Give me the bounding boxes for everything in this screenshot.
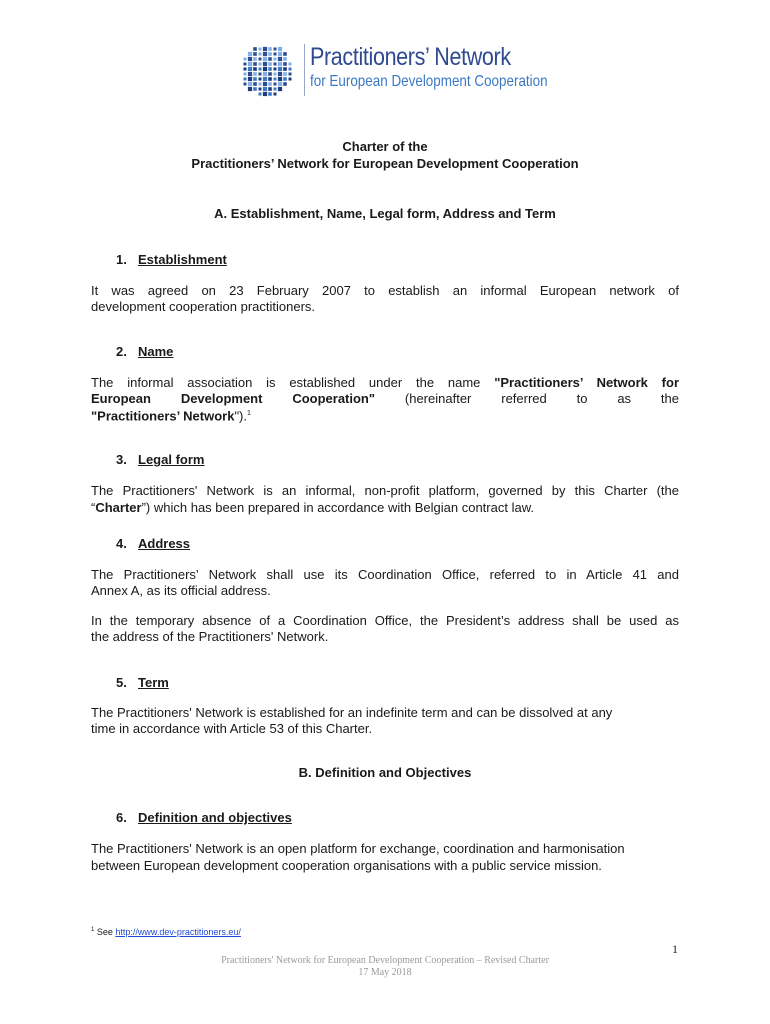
logo-name: Practitioners’ Network — [310, 43, 511, 71]
text-run: (hereinafter referred to as the — [375, 391, 679, 406]
article-number: 5. — [116, 675, 127, 690]
article-4-p1-line1: The Practitioners’ Network shall use its Coordination Office, referred to in Article 41 and — [91, 567, 679, 582]
bold-term: European Development Cooperation" — [91, 391, 376, 406]
article-title: Address — [138, 536, 191, 551]
logo-divider — [304, 44, 305, 96]
article-1-line2: development cooperation practitioners. — [91, 299, 316, 314]
article-number: 3. — [116, 452, 127, 467]
article-number: 4. — [116, 536, 127, 551]
article-title: Establishment — [138, 252, 227, 267]
footnote-link[interactable]: http://www.dev-practitioners.eu/ — [115, 927, 241, 937]
article-5-line2: time in accordance with Article 53 of this Charter. — [91, 721, 373, 736]
article-1-line1: It was agreed on 23 February 2007 to establish an informal European network of — [91, 283, 679, 298]
article-3-line2 — [91, 500, 679, 516]
network-logo — [236, 40, 548, 100]
article-5-line1: The Practitioners' Network is established for an indefinite term and can be dissolved at any — [91, 705, 613, 720]
globe-logo-icon — [236, 40, 296, 100]
article-title: Definition and objectives — [138, 810, 292, 825]
page-number: 1 — [672, 942, 678, 956]
article-4-p2-line1: In the temporary absence of a Coordination Office, the President’s address shall be used as — [91, 613, 679, 628]
bold-term: "Practitioners’ Network for — [494, 375, 680, 390]
footnote — [91, 927, 241, 937]
article-4-p1-line2: Annex A, as its official address. — [91, 583, 271, 598]
bold-term: Charter — [95, 500, 142, 515]
footnote-text: See — [94, 927, 116, 937]
article-6-line1: The Practitioners' Network is an open platform for exchange, coordination and harmonisation — [91, 841, 625, 856]
text-run: “ — [91, 500, 96, 515]
footer-line2: 17 May 2018 — [358, 967, 412, 978]
section-a-heading: A. Establishment, Name, Legal form, Address and Term — [214, 206, 556, 221]
article-6-line2: between European development cooperation organisations with a public service mission. — [91, 858, 602, 873]
article-3-line1: The Practitioners' Network is an informal, non-profit platform, governed by this Charter (the — [91, 483, 679, 498]
article-title: Legal form — [138, 452, 205, 467]
text-run: The informal association is established under the name — [91, 375, 495, 390]
article-number: 1. — [116, 252, 127, 267]
footnote-mark: 1 — [91, 927, 95, 933]
article-2-line1 — [91, 375, 679, 391]
document-title-line1: Charter of the — [342, 139, 428, 154]
bold-term: "Practitioners’ Network — [91, 408, 235, 424]
document-title-line2: Practitioners’ Network for European Development Cooperation — [191, 156, 579, 171]
text-run: "). — [234, 408, 247, 424]
article-4-p2-line2: the address of the Practitioners' Network. — [91, 629, 329, 644]
article-2-line3 — [91, 406, 679, 424]
article-number: 6. — [116, 810, 127, 825]
article-title: Name — [138, 344, 174, 359]
text-run: ”) which has been prepared in accordance with Belgian contract law. — [141, 500, 534, 515]
footnote-ref[interactable]: 1 — [247, 410, 251, 417]
footer-line1: Practitioners' Network for European Development Cooperation – Revised Charter — [221, 955, 549, 966]
article-title: Term — [138, 675, 169, 690]
section-b-heading: B. Definition and Objectives — [298, 765, 472, 780]
logo-subtitle: for European Development Cooperation — [310, 73, 548, 90]
article-number: 2. — [116, 344, 127, 359]
article-2-line2 — [91, 391, 679, 407]
